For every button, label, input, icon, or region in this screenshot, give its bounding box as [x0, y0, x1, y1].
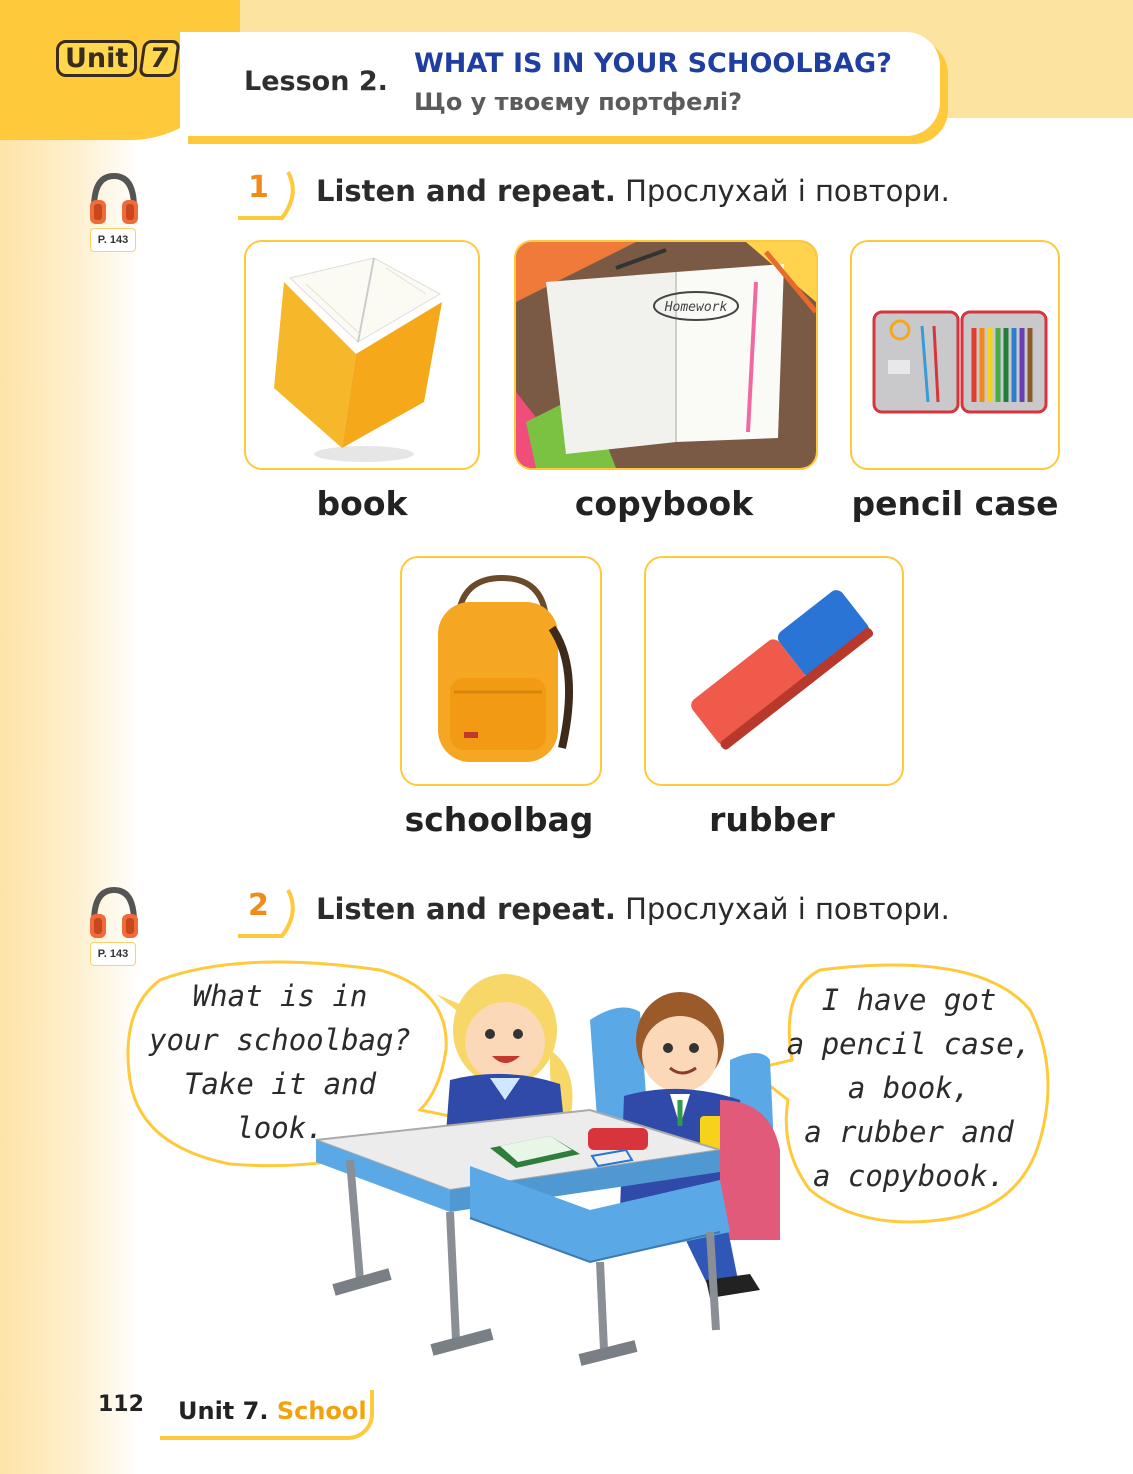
vocab-word-book: book: [316, 484, 408, 523]
girl-speech-text: [130, 974, 430, 1150]
schoolbag-icon: [402, 558, 600, 784]
vocab-card-schoolbag[interactable]: [400, 556, 602, 786]
task-1-instruction-english: Listen and repeat.: [316, 174, 616, 208]
task-1-instruction-ukrainian: Прослухай і повтори.: [625, 174, 950, 208]
girl-speech-line: your schoolbag?: [149, 1023, 411, 1057]
page-number: 112: [98, 1392, 144, 1417]
vocab-card-copybook[interactable]: [514, 240, 818, 470]
task-1-instruction: [316, 174, 950, 208]
boy-speech-line: a book,: [847, 1071, 971, 1105]
lesson-title-english: WHAT IS IN YOUR SCHOOLBAG?: [414, 48, 892, 79]
copybook-note: Homework: [664, 300, 728, 315]
vocab-word-schoolbag: schoolbag: [404, 800, 594, 839]
task-2-instruction-ukrainian: Прослухай і повтори.: [625, 892, 950, 926]
boy-speech-line: a copybook.: [812, 1159, 1006, 1193]
copybook-icon: [516, 242, 816, 468]
boy-speech-line: a rubber and: [804, 1115, 1014, 1149]
task-number-text: 2: [248, 888, 269, 923]
headphones-icon: [86, 884, 142, 944]
unit-badge: [56, 40, 178, 77]
task-number-text: 1: [248, 170, 269, 205]
boy-speech-text: [774, 978, 1044, 1198]
footer-topic: School: [276, 1397, 367, 1425]
task-2-instruction-english: Listen and repeat.: [316, 892, 616, 926]
footer-unit-title: [178, 1397, 367, 1425]
lesson-title-ukrainian: Що у твоєму портфелі?: [414, 88, 743, 116]
rubber-icon: [646, 558, 902, 784]
girl-speech-line: What is in: [192, 979, 368, 1013]
vocab-word-pencil-case: pencil case: [851, 484, 1059, 523]
task-number-1: [232, 168, 292, 216]
headphones-icon: [86, 170, 142, 230]
book-icon: [246, 242, 478, 468]
vocab-word-rubber: rubber: [709, 800, 835, 839]
boy-speech-line: I have got: [821, 983, 997, 1017]
boy-speech-line: a pencil case,: [786, 1027, 1032, 1061]
lesson-label: Lesson 2.: [244, 66, 388, 97]
vocab-card-rubber[interactable]: [644, 556, 904, 786]
pencil-case-icon: [852, 242, 1058, 468]
audio-button-task-1[interactable]: [86, 170, 142, 260]
audio-track-label: P. 143: [90, 228, 136, 252]
audio-track-label: P. 143: [90, 942, 136, 966]
girl-speech-line: Take it and: [183, 1067, 377, 1101]
vocab-card-book[interactable]: [244, 240, 480, 470]
vocab-word-copybook: copybook: [574, 484, 754, 523]
girl-speech-line: look.: [236, 1111, 324, 1145]
unit-badge-number: 7: [139, 40, 181, 77]
task-2-instruction: [316, 892, 950, 926]
footer-unit-label: Unit 7.: [178, 1397, 269, 1425]
task-number-2: [232, 886, 292, 934]
vocab-card-pencil-case[interactable]: [850, 240, 1060, 470]
unit-badge-word: Unit: [56, 40, 137, 77]
